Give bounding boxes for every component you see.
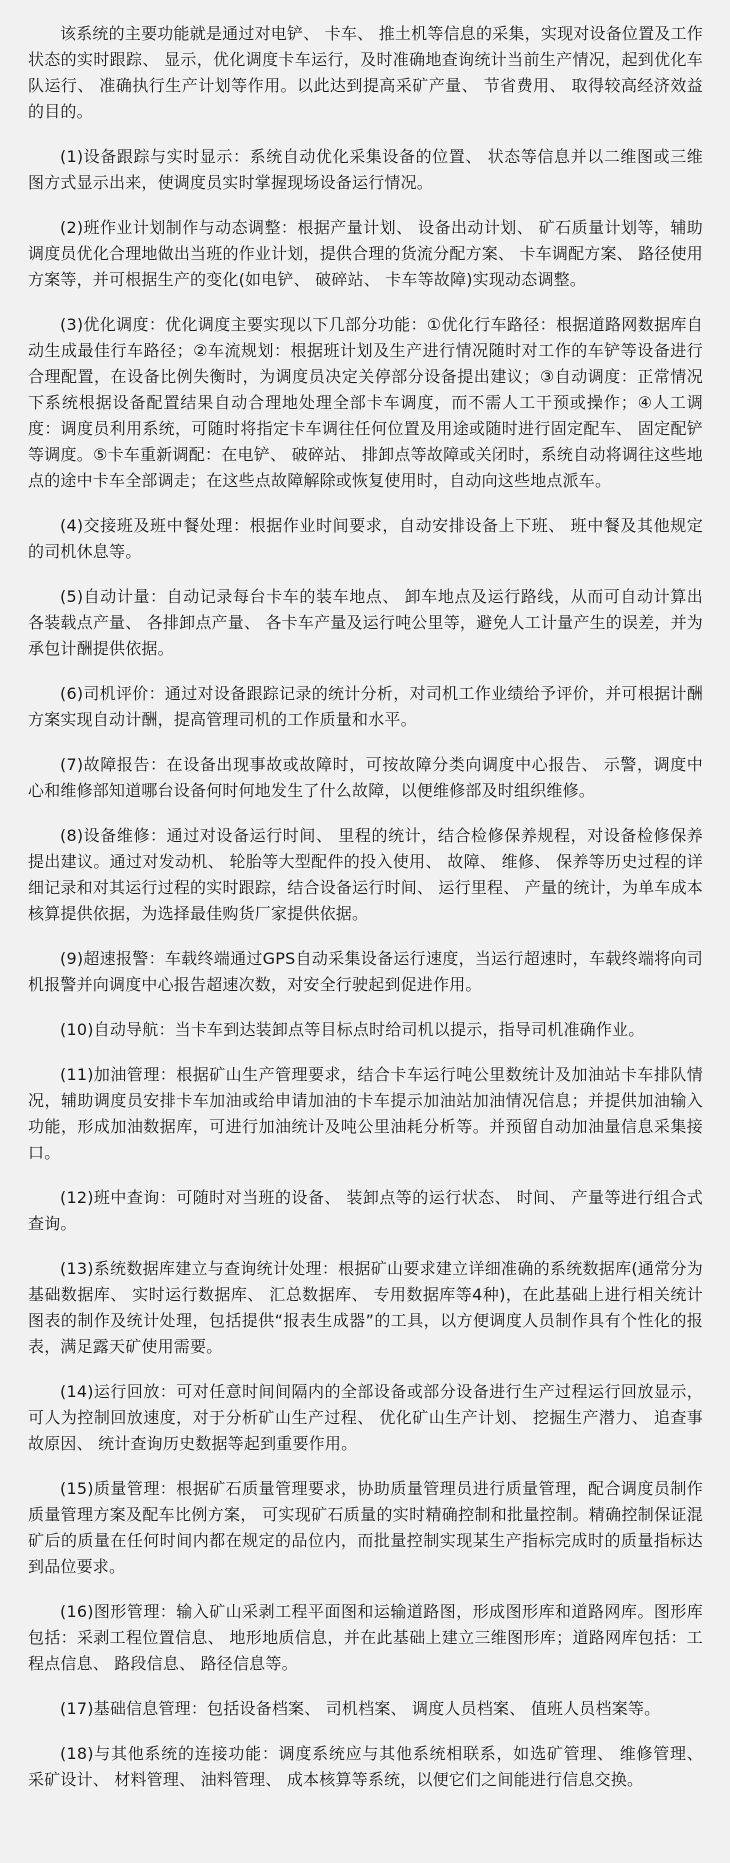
paragraph-8-equipment-maintenance: (8)设备维修：通过对设备运行时间、 里程的统计，结合检修保养规程，对设备检修保养提出建议。通过对发动机、 轮胎等大型配件的投入使用、 故障、 维修、 保养等历史过程的详细记录和对其运行过程的实时跟踪，结合设备运行时间、 运行里程、 产量的统计，为单车成本核算提供依据，为选择最佳购货厂家提供依据。 bbox=[28, 826, 703, 923]
paragraph-16-graphics-management: (16)图形管理：输入矿山采剥工程平面图和运输道路图，形成图形库和道路网库。图形库包括：采剥工程位置信息、 地形地质信息，并在此基础上建立三维图形库；道路网库包括：工程点信息、 路段信息、 路径信息等。 bbox=[28, 1602, 703, 1673]
paragraph-2-shift-plan: (2)班作业计划制作与动态调整：根据产量计划、 设备出动计划、 矿石质量计划等，辅助调度员优化合理地做出当班的作业计划，提供合理的货流分配方案、 卡车调配方案、 路径使用方案等，并可根据生产的变化(如电铲、 破碎站、 卡车等故障)实现动态调整。 bbox=[28, 218, 703, 289]
paragraph-11-refueling-management: (11)加油管理：根据矿山生产管理要求，结合卡车运行吨公里数统计及加油站卡车排队情况，辅助调度员安排卡车加油或给申请加油的卡车提示加油站加油情况信息；并提供加油输入功能，形成加油数据库，可进行加油统计及吨公里油耗分析等。并预留自动加油量信息采集接口。 bbox=[28, 1065, 703, 1162]
paragraph-15-quality-management: (15)质量管理：根据矿石质量管理要求，协助质量管理员进行质量管理，配合调度员制作质量管理方案及配车比例方案， 可实现矿石质量的实时精确控制和批量控制。精确控制保证混矿后的质量在任何时间内都在规定的品位内，而批量控制实现某生产指标完成时的质量指标达到品位要求。 bbox=[28, 1479, 703, 1576]
paragraph-12-midshift-query: (12)班中查询：可随时对当班的设备、 装卸点等的运行状态、 时间、 产量等进行组合式查询。 bbox=[28, 1188, 703, 1233]
paragraph-18-system-connections: (18)与其他系统的连接功能：调度系统应与其他系统相联系，如选矿管理、 维修管理、 采矿设计、 材料管理、 油料管理、 成本核算等系统，以便它们之间能进行信息交换。 bbox=[28, 1744, 703, 1789]
paragraph-6-driver-evaluation: (6)司机评价：通过对设备跟踪记录的统计分析，对司机工作业绩给予评价，并可根据计酬方案实现自动计酬，提高管理司机的工作质量和水平。 bbox=[28, 684, 703, 729]
paragraph-10-auto-navigation: (10)自动导航：当卡车到达装卸点等目标点时给司机以提示，指导司机准确作业。 bbox=[60, 1020, 645, 1039]
document-body bbox=[28, 21, 703, 1793]
paragraph-9-overspeed-alarm: (9)超速报警：车载终端通过GPS自动采集设备运行速度，当运行超速时，车载终端将向司机报警并向调度中心报告超速次数，对安全行驶起到促进作用。 bbox=[28, 949, 703, 994]
paragraph-3-optimized-dispatch: (3)优化调度：优化调度主要实现以下几部分功能：①优化行车路径：根据道路网数据库自动生成最佳行车路径；②车流规划：根据班计划及生产进行情况随时对工作的车铲等设备进行合理配置，在设备比例失衡时，为调度员决定关停部分设备提出建议；③自动调度：正常情况下系统根据设备配置结果自动合理地处理全部卡车调度，而不需人工干预或操作；④人工调度：调度员利用系统，可随时将指定卡车调往任何位置及用途或随时进行固定配车、 固定配铲等调度。⑤卡车重新调配：在电铲、 破碎站、 排卸点等故障或关闭时，系统自动将调往这些地点的途中卡车全部调走；在这些点故障解除或恢复使用时，自动向这些地点派车。 bbox=[28, 315, 703, 490]
paragraph-intro: 该系统的主要功能就是通过对电铲、 卡车、 推土机等信息的采集，实现对设备位置及工作状态的实时跟踪、 显示，优化调度卡车运行，及时准确地查询统计当前生产情况，起到优化车队运行、 准确执行生产计划等作用。以此达到提高采矿产量、 节省费用、 取得较高经济效益的目的。 bbox=[28, 24, 703, 121]
paragraph-7-fault-report: (7)故障报告：在设备出现事故或故障时，可按故障分类向调度中心报告、 示警，调度中心和维修部知道哪台设备何时何地发生了什么故障，以便维修部及时组织维修。 bbox=[28, 755, 703, 800]
paragraph-5-auto-metering: (5)自动计量：自动记录每台卡车的装车地点、 卸车地点及运行路线，从而可自动计算出各装载点产量、 各排卸点产量、 各卡车产量及运行吨公里等，避免人工计量产生的误差，并为承包计酬提供依据。 bbox=[28, 587, 703, 658]
paragraph-1-equipment-tracking: (1)设备跟踪与实时显示：系统自动优化采集设备的位置、 状态等信息并以二维图或三维图方式显示出来，使调度员实时掌握现场设备运行情况。 bbox=[28, 147, 703, 192]
paragraph-14-playback: (14)运行回放：可对任意时间间隔内的全部设备或部分设备进行生产过程运行回放显示，可人为控制回放速度，对于分析矿山生产过程、 优化矿山生产计划、 挖掘生产潜力、 追查事故原因、 统计查询历史数据等起到重要作用。 bbox=[28, 1382, 703, 1453]
paragraph-17-basic-info-management: (17)基础信息管理：包括设备档案、 司机档案、 调度人员档案、 值班人员档案等。 bbox=[60, 1699, 661, 1718]
paragraph-13-database-statistics: (13)系统数据库建立与查询统计处理：根据矿山要求建立详细准确的系统数据库(通常分为基础数据库、 实时运行数据库、 汇总数据库、 专用数据库等4种)，在此基础上进行相关统计图表的制作及统计处理，包括提供“报表生成器”的工具，以方便调度人员制作具有个性化的报表，满足露天矿使用需要。 bbox=[28, 1259, 703, 1356]
paragraph-4-shift-handover: (4)交接班及班中餐处理：根据作业时间要求，自动安排设备上下班、 班中餐及其他规定的司机休息等。 bbox=[28, 516, 703, 561]
